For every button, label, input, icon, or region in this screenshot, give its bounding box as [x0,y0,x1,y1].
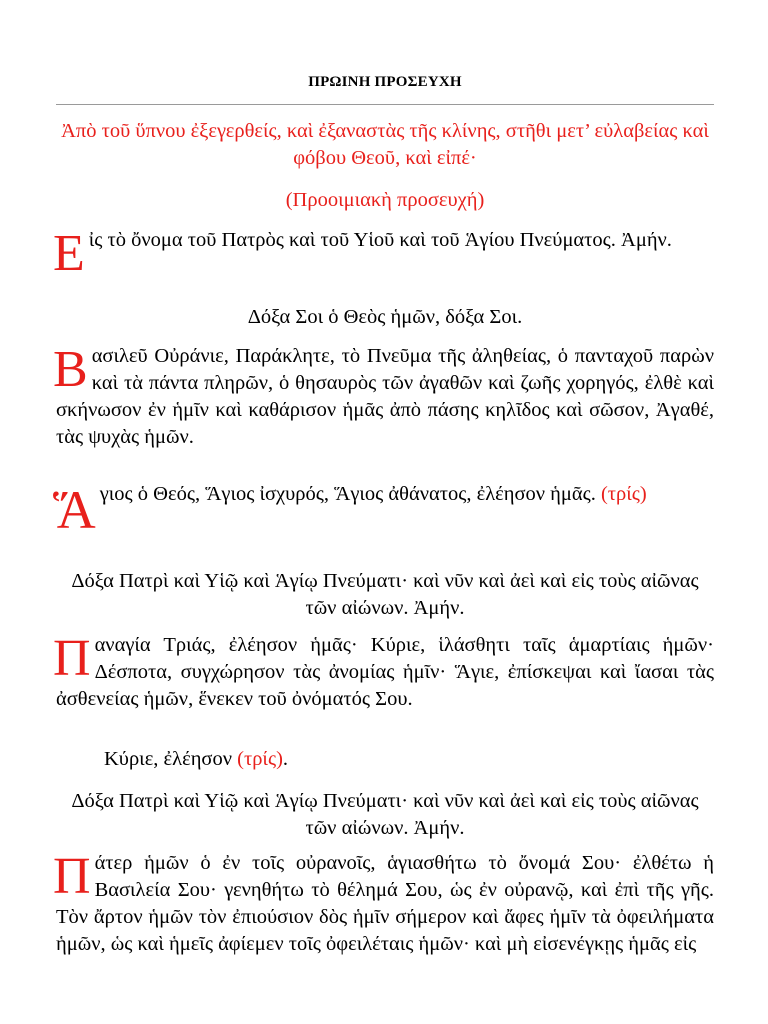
paragraph-text: ασιλεῦ Οὐράνιε, Παράκλητε, τὸ Πνεῦμα τῆς ἀληθείας, ὁ πανταχοῦ παρὼν καὶ τὰ πάντα πληρῶν, ὁ θησαυρὸς τῶν ἀγαθῶν καὶ ζωῆς χορηγός, ἐλθὲ καὶ σκήνωσον ἐν ἡμῖν καὶ καθάρισον ἡμᾶς ἀπὸ πάσης κηλῖδος καὶ σῶσον, Ἀγαθέ, τὰς ψυχὰς ἡμῶν. [56,345,714,448]
repeat-note: (τρίς) [600,483,647,505]
doxology-glory-1: Δόξα Πατρὶ καὶ Υἱῷ καὶ Ἁγίῳ Πνεύματι· καὶ νῦν καὶ ἀεὶ καὶ εἰς τοὺς αἰῶνας τῶν αἰώνων. Ἀμήν. [71,570,699,619]
drop-cap: Β [53,341,88,398]
kyrie-end: . [282,748,289,770]
paragraph-lords-prayer [53,848,714,958]
doxology-short: Δόξα Σοι ὁ Θεὸς ἡμῶν, δόξα Σοι. [247,306,523,328]
paragraph-text: αναγία Τριάς, ἐλέησον ἡμᾶς· Κύριε, ἱλάσθητι ταῖς ἁμαρτίαις ἡμῶν· Δέσποτα, συγχώρησον τὰς ἀνομίας ἡμῖν· Ἅγιε, ἐπίσκεψαι καὶ ἴασαι τὰς ἀσθενείας ἡμῶν, ἕνεκεν τοῦ ὀνόματός Σου. [56,634,714,710]
paragraph-text: γιος ὁ Θεός, Ἅγιος ἰσχυρός, Ἅγιος ἀθάνατος, ἐλέησον ἡμᾶς. [99,483,596,505]
title-divider [56,104,714,105]
rubric-text: Ἀπὸ τοῦ ὕπνου ἐξεγερθείς, καὶ ἐξαναστὰς τῆς κλίνης, στῆθι μετ’ εὐλαβείας καὶ φόβου Θεοῦ, καὶ εἰπέ· [61,120,709,169]
paragraph-heavenly-king [53,341,714,451]
kyrie-line [104,746,704,773]
section-subtitle: (Προοιμιακὴ προσευχή) [285,189,485,211]
paragraph-text: άτερ ἡμῶν ὁ ἐν τοῖς οὐρανοῖς, ἁγιασθήτω τὸ ὄνομά Σου· ἐλθέτω ἡ Βασιλεία Σου· γενηθήτω τὸ θέλημά Σου, ὡς ἐν οὐρανῷ, καὶ ἐπὶ τῆς γῆς. Τὸν ἄρτον ἡμῶν τὸν ἐπιούσιον δὸς ἡμῖν σήμερον καὶ ἄφες ἡμῖν τὰ ὀφειλήματα ἡμῶν, ὡς καὶ ἡμεῖς ἀφίεμεν τοῖς ὀφειλέταις ἡμῶν· καὶ μὴ εἰσενέγκῃς ἡμᾶς εἰς [56,852,714,955]
prayer-page [53,0,714,1024]
drop-cap: Π [53,848,91,905]
page-title: ΠΡΩΙΝΗ ΠΡΟΣΕΥΧΗ [308,74,462,90]
doxology-glory-2: Δόξα Πατρὶ καὶ Υἱῷ καὶ Ἁγίῳ Πνεύματι· καὶ νῦν καὶ ἀεὶ καὶ εἰς τοὺς αἰῶνας τῶν αἰώνων. Ἀμήν. [71,790,699,839]
drop-cap: Ἅ [53,480,96,540]
repeat-note: (τρίς) [237,748,283,770]
paragraph-holy-trinity [53,630,714,713]
drop-cap: Ε [53,225,85,282]
paragraph-text: ἰς τὸ ὄνομα τοῦ Πατρὸς καὶ τοῦ Υἱοῦ καὶ τοῦ Ἁγίου Πνεύματος. Ἀμήν. [88,229,672,251]
drop-cap: Π [53,630,91,687]
paragraph-invocation [53,225,714,282]
kyrie-text: Κύριε, ἐλέησον [104,748,238,770]
paragraph-trisagion [53,480,714,540]
